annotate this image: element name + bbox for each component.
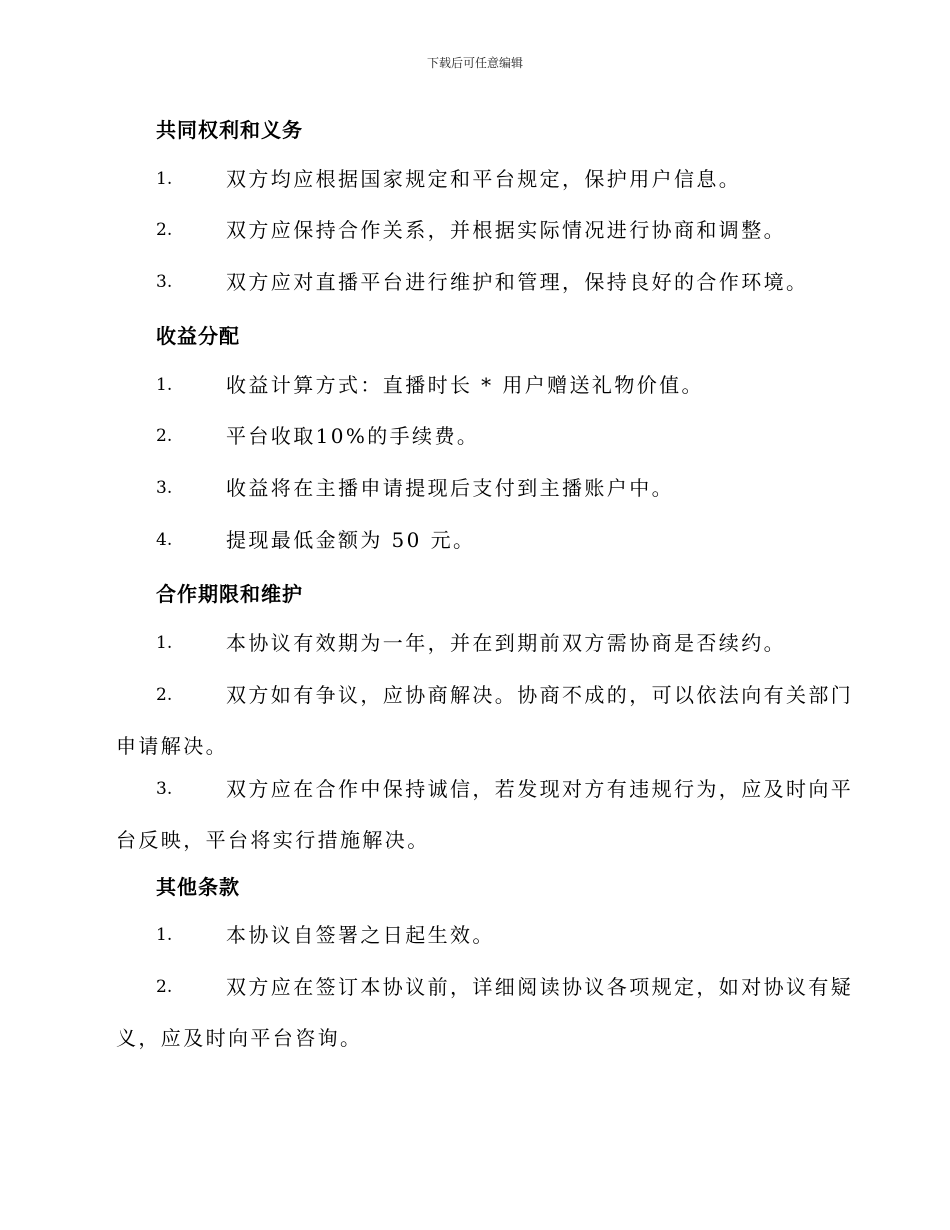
item-text-line2: 义，应及时向平台咨询。: [116, 1026, 363, 1050]
item-text: 提现最低金额为 50 元。: [226, 528, 476, 552]
item-number: 1.: [156, 375, 173, 395]
item-text: 双方均应根据国家规定和平台规定，保护用户信息。: [226, 167, 742, 191]
item-text: 双方应保持合作关系，并根据实际情况进行协商和调整。: [226, 218, 786, 242]
item-number: 2.: [156, 685, 173, 705]
header-note: 下载后可任意编辑: [426, 56, 523, 70]
item-number: 2.: [156, 426, 173, 446]
item-number: 2.: [156, 977, 173, 997]
item-number: 3.: [156, 272, 173, 292]
item-text: 本协议有效期为一年，并在到期前双方需协商是否续约。: [226, 631, 786, 655]
item-text: 双方应对直播平台进行维护和管理，保持良好的合作环境。: [226, 270, 809, 294]
section-heading-rights: 共同权利和义务: [156, 118, 303, 142]
item-number: 3.: [156, 478, 173, 498]
item-number: 1.: [156, 925, 173, 945]
item-number: 2.: [156, 220, 173, 240]
section-heading-revenue: 收益分配: [156, 324, 240, 348]
item-number: 1.: [156, 633, 173, 653]
item-text-line2: 台反映，平台将实行措施解决。: [116, 828, 430, 852]
item-text: 收益将在主播申请提现后支付到主播账户中。: [226, 476, 674, 500]
item-number: 1.: [156, 169, 173, 189]
item-number: 4.: [156, 530, 173, 550]
item-number: 3.: [156, 779, 173, 799]
item-text-line2: 申请解决。: [116, 734, 228, 758]
section-heading-other: 其他条款: [156, 875, 240, 899]
item-text-line1: 双方应在合作中保持诚信，若发现对方有违规行为，应及时向平: [226, 777, 854, 801]
item-text: 本协议自签署之日起生效。: [226, 923, 495, 947]
item-text: 收益计算方式：直播时长 * 用户赠送礼物价值。: [226, 373, 704, 397]
section-heading-term: 合作期限和维护: [156, 582, 303, 606]
item-text: 平台收取10%的手续费。: [226, 424, 480, 448]
item-text-line1: 双方应在签订本协议前，详细阅读协议各项规定，如对协议有疑: [226, 975, 854, 999]
item-text-line1: 双方如有争议，应协商解决。协商不成的，可以依法向有关部门: [226, 683, 854, 707]
